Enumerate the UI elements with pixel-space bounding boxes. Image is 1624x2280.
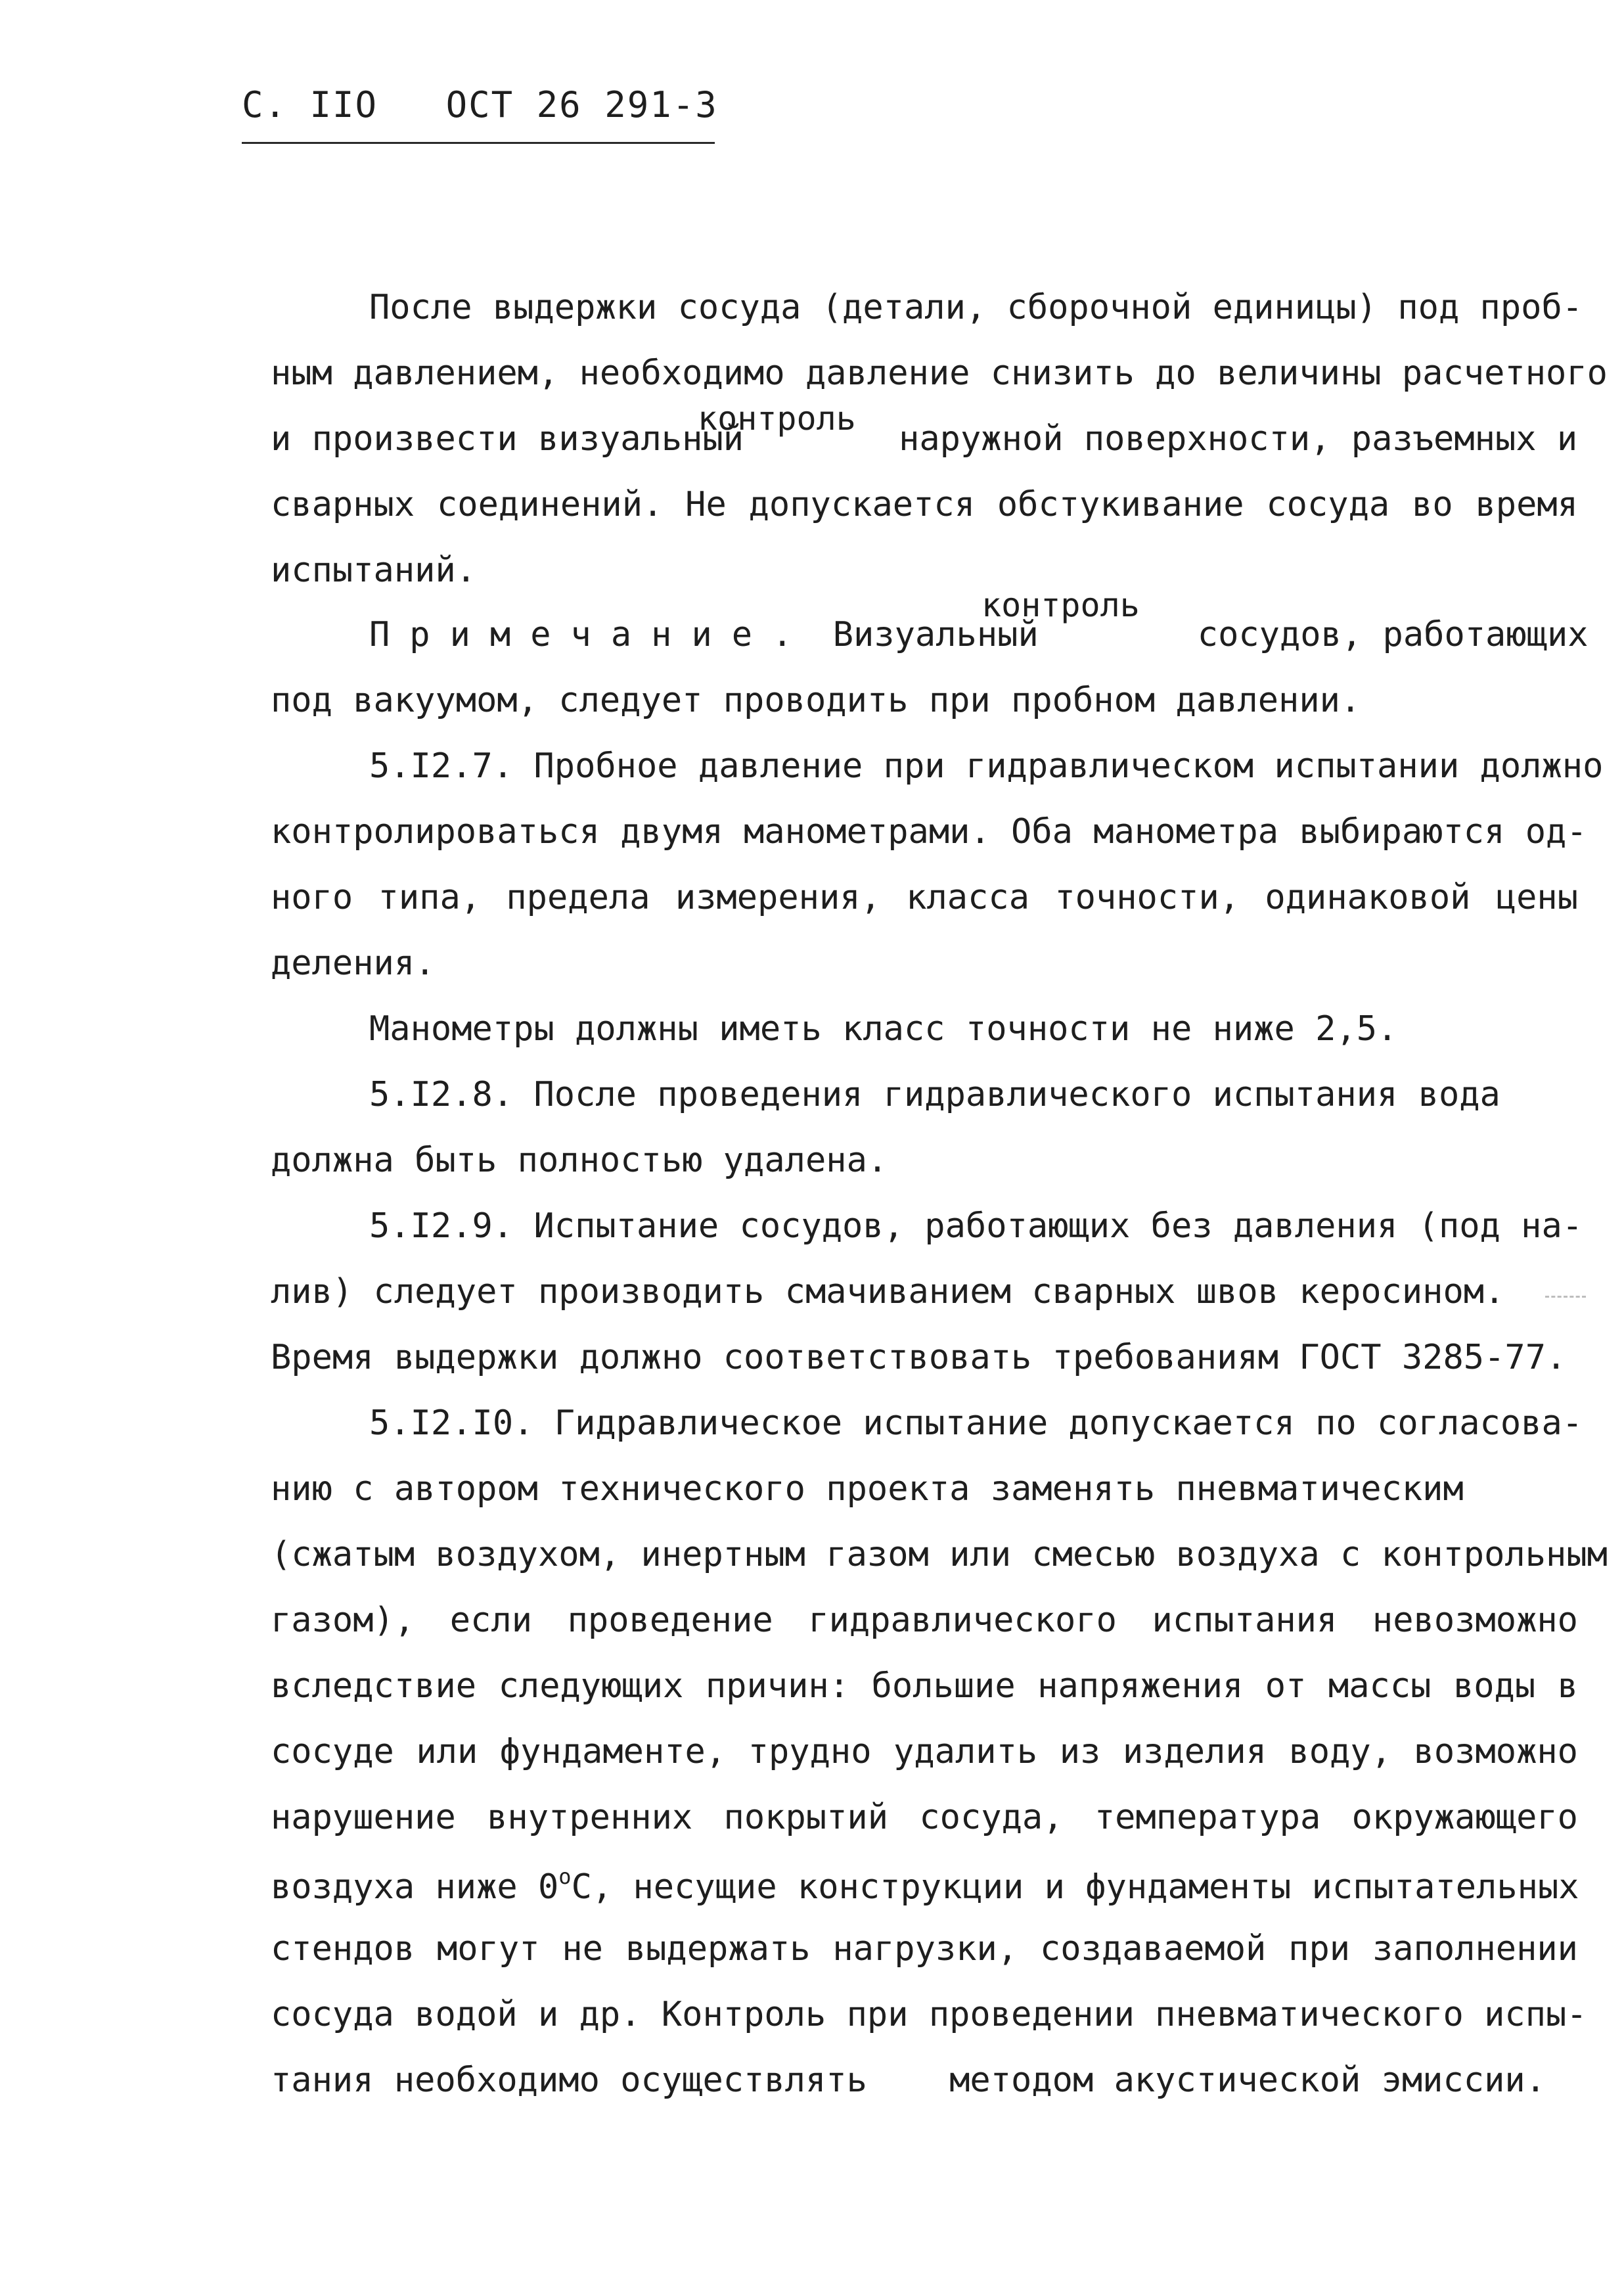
- text-line: ным давлением, необходимо давление снизить до величины расчетного: [271, 353, 1608, 393]
- text-fragment: сосудов, работающих: [1197, 615, 1589, 654]
- text-line: деления.: [271, 944, 436, 983]
- text-line: вследствие следующих причин: большие напряжения от массы воды в: [271, 1666, 1578, 1706]
- section-heading-line: 5.I2.9. Испытание сосудов, работающих без давления (под на-: [369, 1206, 1583, 1246]
- text-line: под вакуумом, следует проводить при пробном давлении.: [271, 681, 1361, 720]
- text-fragment: и произвести визуальный: [271, 419, 744, 459]
- text-line: сосуде или фундаменте, трудно удалить из изделия воду, возможно: [271, 1732, 1578, 1771]
- page-number: С. IIO: [242, 84, 378, 125]
- text-fragment: наружной поверхности, разъемных и: [899, 419, 1578, 459]
- text-line: газом), если проведение гидравлического испытания невозможно: [271, 1601, 1578, 1640]
- section-heading-line: 5.I2.7. Пробное давление при гидравлическом испытании должно: [369, 746, 1604, 786]
- text-line: (сжатым воздухом, инертным газом или смесью воздуха с контрольным: [271, 1535, 1608, 1574]
- text-line: сварных соединений. Не допускается обстукивание сосуда во время: [271, 485, 1578, 524]
- page-header: [242, 84, 718, 125]
- text-fragment: воздуха ниже 0: [271, 1867, 559, 1907]
- handwritten-insert-word: контроль: [698, 399, 856, 438]
- text-line: нию с автором технического проекта заменять пневматическим: [271, 1469, 1464, 1509]
- text-line: стендов могут не выдержать нагрузки, создаваемой при заполнении: [271, 1929, 1578, 1969]
- margin-mark: [1545, 1296, 1586, 1300]
- handwritten-insert-word: контроль: [981, 586, 1140, 624]
- text-line: ного типа, предела измерения, класса точности, одинаковой цены: [271, 878, 1578, 917]
- text-line: тания необходимо осуществлять методом акустической эмиссии.: [271, 2061, 1546, 2100]
- text-line: [271, 1864, 1579, 1907]
- text-line: Время выдержки должно соответствовать требованиям ГОСТ 3285-77.: [271, 1338, 1567, 1377]
- text-line: испытаний.: [271, 551, 477, 590]
- note-label: Примечание.: [369, 615, 813, 654]
- text-line: должна быть полностью удалена.: [271, 1141, 888, 1180]
- section-heading-line: 5.I2.8. После проведения гидравлического испытания вода: [369, 1075, 1500, 1114]
- text-line: лив) следует производить смачиванием сварных швов керосином.: [271, 1272, 1505, 1311]
- text-line: контролироваться двумя манометрами. Оба манометра выбираются од-: [271, 812, 1587, 852]
- text-line: Манометры должны иметь класс точности не ниже 2,5.: [369, 1009, 1398, 1049]
- text-fragment: С, несущие конструкции и фундаменты испытательных: [571, 1867, 1579, 1907]
- text-line: сосуда водой и др. Контроль при проведении пневматического испы-: [271, 1995, 1587, 2034]
- text-line: нарушение внутренних покрытий сосуда, температура окружающего: [271, 1798, 1578, 1837]
- section-heading-line: 5.I2.I0. Гидравлическое испытание допускается по согласова-: [369, 1403, 1583, 1443]
- degree-superscript: о: [558, 1864, 572, 1889]
- standard-code: ОСТ 26 291-3: [445, 84, 718, 125]
- text-fragment: Визуальный: [832, 615, 1039, 654]
- text-line: [271, 419, 1578, 459]
- text-line: После выдержки сосуда (детали, сборочной единицы) под проб-: [369, 288, 1583, 327]
- header-underline: [242, 142, 715, 144]
- note-line: [369, 615, 1589, 654]
